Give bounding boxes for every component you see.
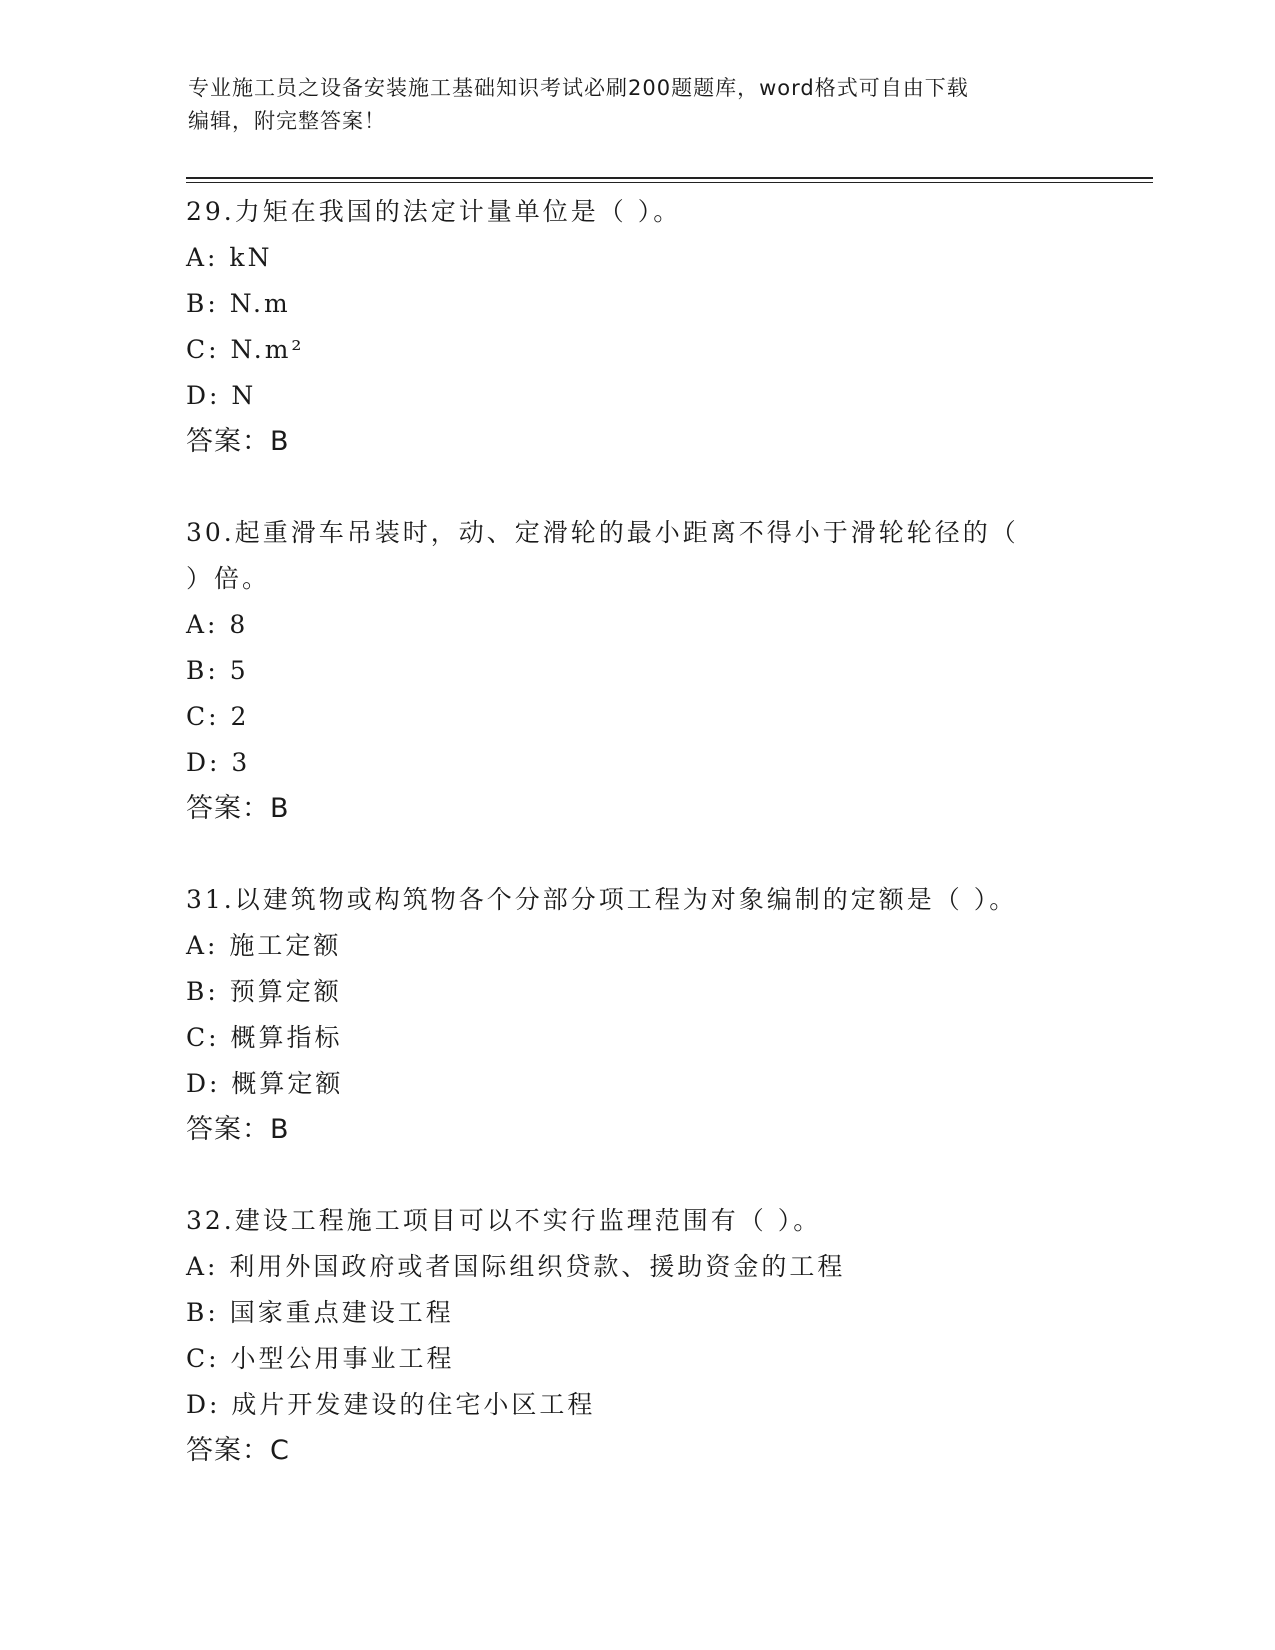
question-text: 30.起重滑车吊装时，动、定滑轮的最小距离不得小于滑轮轮径的（: [186, 518, 1019, 547]
header-line-1: 专业施工员之设备安装施工基础知识考试必刷200题题库，word格式可自由下载: [188, 76, 969, 100]
option-b: B: 5: [186, 656, 249, 685]
answer-line: 答案：B: [186, 793, 290, 824]
option-b: B: 预算定额: [186, 977, 342, 1006]
header-line-2: 编辑，附完整答案！: [188, 109, 386, 133]
question-31: [186, 877, 1086, 1153]
question-text: 29.力矩在我国的法定计量单位是（ ）。: [186, 197, 682, 226]
option-d: D: 概算定额: [186, 1069, 344, 1098]
header-divider-thick: [186, 177, 1153, 179]
question-29: [186, 189, 1086, 465]
option-d: D: N: [186, 381, 257, 410]
option-d: D: 成片开发建设的住宅小区工程: [186, 1390, 596, 1419]
option-b: B: N.m: [186, 289, 291, 318]
question-list: [186, 189, 1086, 1519]
option-d: D: 3: [186, 748, 251, 777]
option-c: C: 2: [186, 702, 250, 731]
header-divider-thin: [186, 182, 1153, 183]
answer-line: 答案：C: [186, 1435, 290, 1466]
answer-line: 答案：B: [186, 426, 290, 457]
document-header: [188, 72, 1088, 138]
option-b: B: 国家重点建设工程: [186, 1298, 454, 1327]
option-c: C: 概算指标: [186, 1023, 343, 1052]
option-c: C: N.m²: [186, 335, 305, 364]
question-text-continued: ）倍。: [186, 564, 271, 593]
answer-line: 答案：B: [186, 1114, 290, 1145]
question-text: 31.以建筑物或构筑物各个分部分项工程为对象编制的定额是（ ）。: [186, 885, 1018, 914]
question-32: [186, 1198, 1086, 1474]
option-a: A: 利用外国政府或者国际组织贷款、援助资金的工程: [186, 1252, 846, 1281]
question-text: 32.建设工程施工项目可以不实行监理范围有（ ）。: [186, 1206, 822, 1235]
option-c: C: 小型公用事业工程: [186, 1344, 455, 1373]
option-a: A: kN: [186, 243, 273, 272]
option-a: A: 8: [186, 610, 249, 639]
question-30: [186, 510, 1086, 832]
option-a: A: 施工定额: [186, 931, 342, 960]
